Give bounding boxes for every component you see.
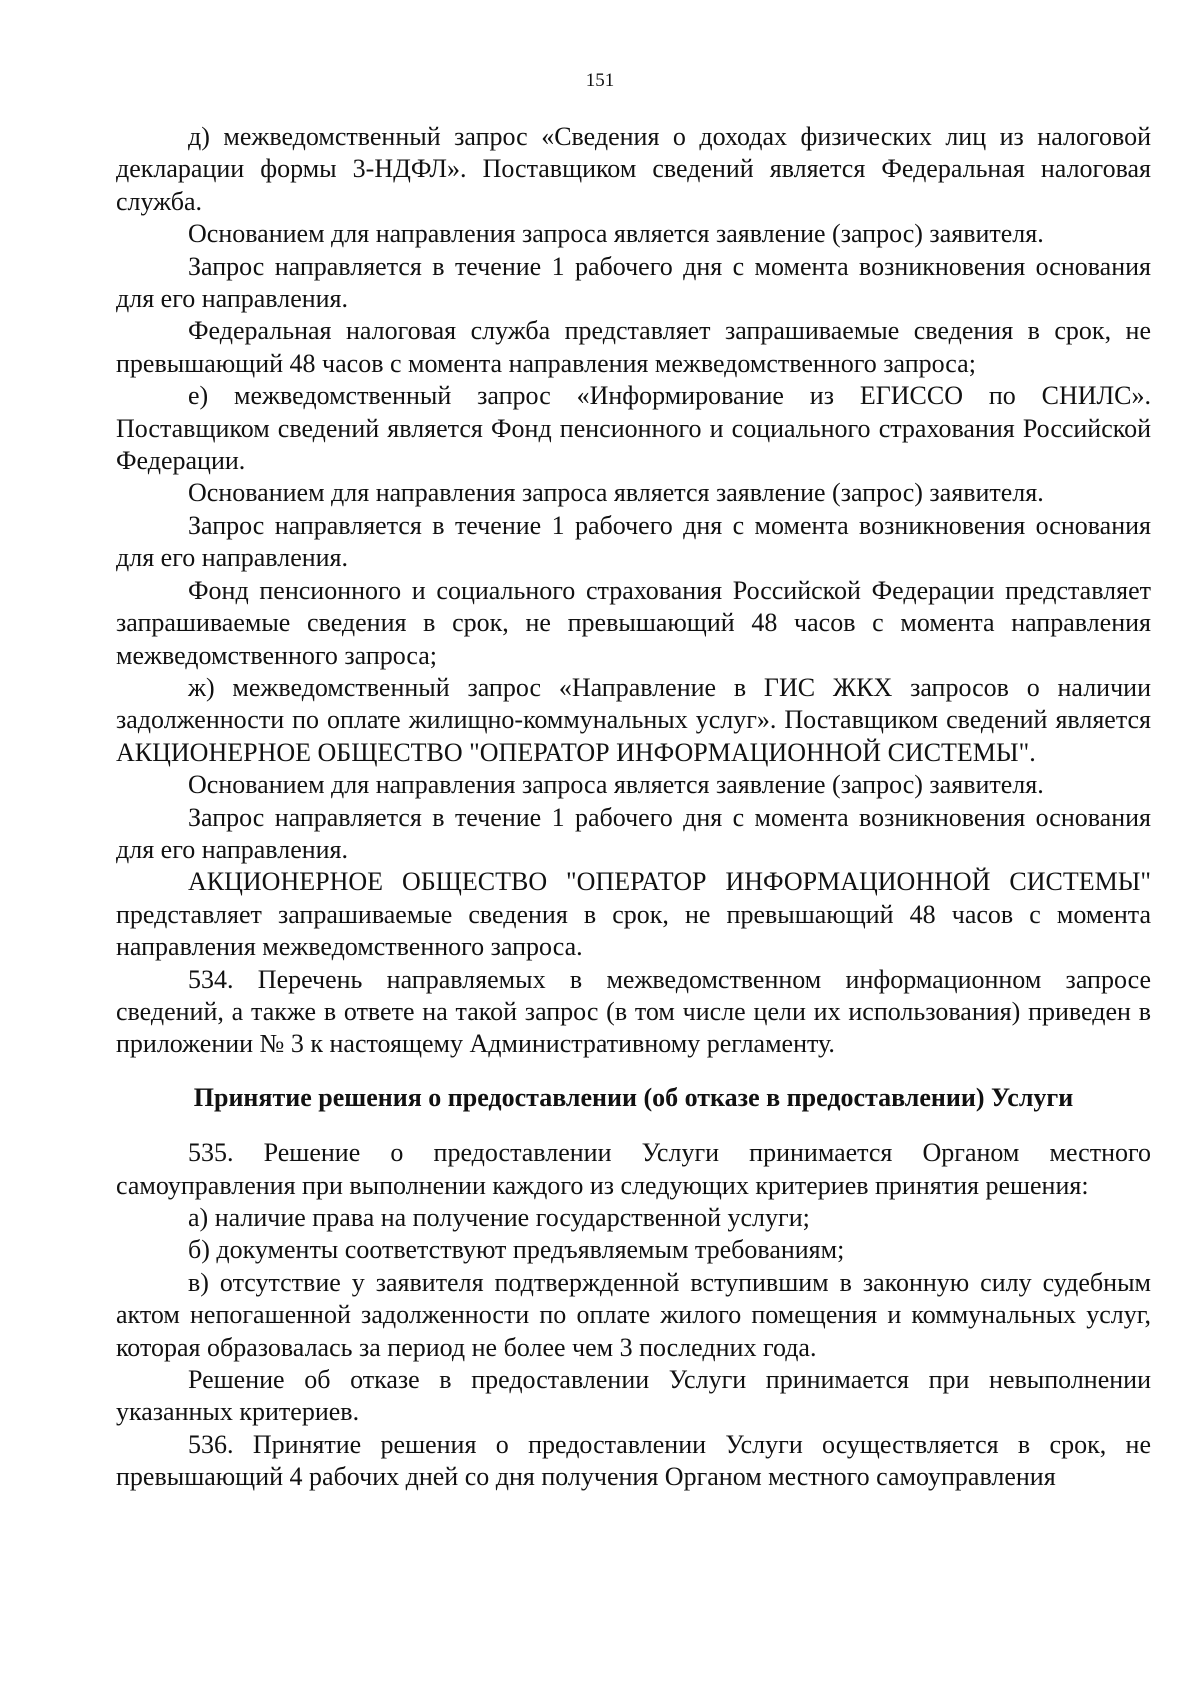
paragraph-tax-service-response: Федеральная налоговая служба представляет запрашиваемые сведения в срок, не превышающий 48 часов с момента направления межведомственного запроса; <box>116 316 1151 378</box>
paragraph-timing: Запрос направляется в течение 1 рабочего дня с момента возникновения основания для его направления. <box>116 510 1151 573</box>
criterion-b: б) документы соответствуют предъявляемым требованиям; <box>188 1235 845 1265</box>
page-number: 151 <box>585 70 615 91</box>
paragraph-basis: Основанием для направления запроса является заявление (запрос) заявителя. <box>188 478 1044 508</box>
paragraph-e-request: е) межведомственный запрос «Информирование из ЕГИССО по СНИЛС». Поставщиком сведений является Фонд пенсионного и социального страхования Российской Федерации. <box>116 381 1151 476</box>
paragraph-pension-fund-response: Фонд пенсионного и социального страхования Российской Федерации представляет запрашиваемые сведения в срок, не превышающий 48 часов с момента направления межведомственного запроса; <box>116 575 1151 670</box>
paragraph-timing: Запрос направляется в течение 1 рабочего дня с момента возникновения основания для его направления. <box>116 251 1151 314</box>
paragraph-timing: Запрос направляется в течение 1 рабочего дня с момента возникновения основания для его направления. <box>116 802 1151 864</box>
paragraph-operator-response: АКЦИОНЕРНОЕ ОБЩЕСТВО "ОПЕРАТОР ИНФОРМАЦИОННОЙ СИСТЕМЫ" представляет запрашиваемые сведения в срок, не превышающий 48 часов с момента направления межведомственного запроса. <box>116 867 1151 962</box>
section-heading: Принятие решения о предоставлении (об отказе в предоставлении) Услуги <box>193 1082 1074 1112</box>
paragraph-basis: Основанием для направления запроса является заявление (запрос) заявителя. <box>188 219 1044 249</box>
paragraph-basis: Основанием для направления запроса является заявление (запрос) заявителя. <box>188 770 1044 800</box>
paragraph-refusal: Решение об отказе в предоставлении Услуги принимается при невыполнении указанных критериев. <box>116 1365 1151 1427</box>
paragraph-d-request: д) межведомственный запрос «Сведения о доходах физических лиц из налоговой декларации формы 3-НДФЛ». Поставщиком сведений является Федеральная налоговая служба. <box>116 122 1151 216</box>
paragraph-535: 535. Решение о предоставлении Услуги принимается Органом местного самоуправления при выполнении каждого из следующих критериев принятия решения: <box>116 1138 1151 1200</box>
criterion-a: а) наличие права на получение государственной услуги; <box>188 1203 810 1232</box>
paragraph-534: 534. Перечень направляемых в межведомственном информационном запросе сведений, а также в ответе на такой запрос (в том числе цели их использования) приведен в приложении № 3 к настоящему Административному регламенту. <box>116 964 1151 1059</box>
document-body <box>116 121 1151 1494</box>
paragraph-zh-request: ж) межведомственный запрос «Направление в ГИС ЖКХ запросов о наличии задолженности по оплате жилищно-коммунальных услуг». Поставщиком сведений является АКЦИОНЕРНОЕ ОБЩЕСТВО "ОПЕРАТОР ИНФОРМАЦИОННОЙ СИСТЕМЫ". <box>116 672 1151 767</box>
paragraph-536: 536. Принятие решения о предоставлении Услуги осуществляется в срок, не превышающий 4 рабочих дней со дня получения Органом местного самоуправления <box>116 1429 1151 1492</box>
criterion-v: в) отсутствие у заявителя подтвержденной вступившим в законную силу судебным актом непогашенной задолженности по оплате жилого помещения и коммунальных услуг, которая образовалась за период не более чем 3 последних года. <box>116 1267 1151 1362</box>
